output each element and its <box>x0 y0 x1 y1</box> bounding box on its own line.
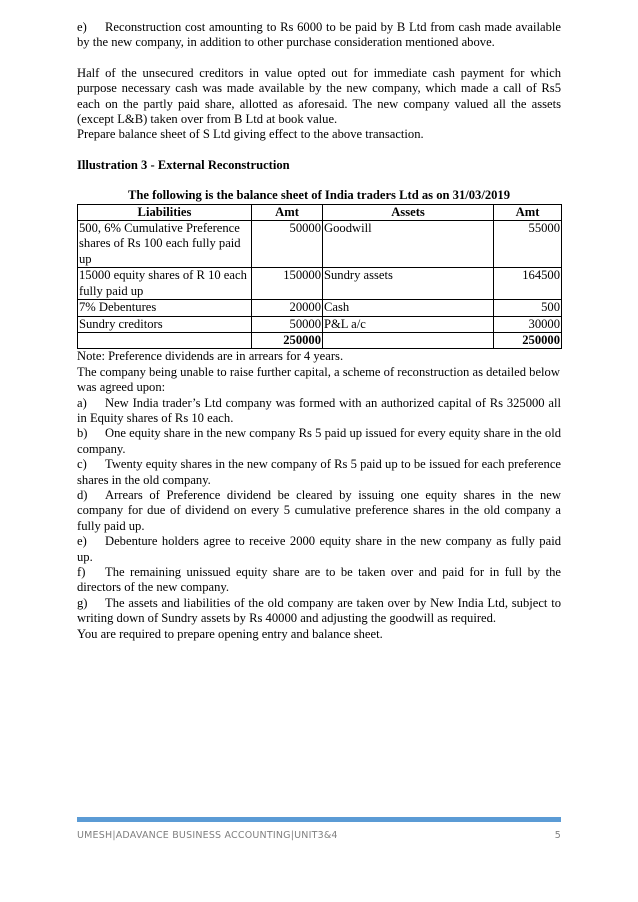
table-header-row <box>78 204 562 220</box>
liability-cell: 500, 6% Cumulative Preference shares of Rs 100 each fully paid up <box>78 221 252 268</box>
asset-cell: Goodwill <box>323 221 494 268</box>
scheme-intro: The company being unable to raise further capital, a scheme of reconstruction as detailed below was agreed upon: <box>77 364 560 395</box>
footer-title: UMESH|ADAVANCE BUSINESS ACCOUNTING|UNIT3&4 <box>77 830 338 841</box>
scheme-item-b <box>77 426 561 457</box>
item-label: b) <box>77 426 88 441</box>
item-label: e) <box>77 534 87 549</box>
table-row <box>78 221 562 268</box>
item-text: Twenty equity shares in the new company of Rs 5 paid up to be issued for each preference shares in the old company. <box>77 457 561 487</box>
asset-cell: P&L a/c <box>323 316 494 332</box>
balance-sheet-table <box>77 204 562 350</box>
asset-cell: Cash <box>323 300 494 316</box>
scheme-item-f <box>77 565 561 596</box>
note-preference-dividends: Note: Preference dividends are in arrears for 4 years. <box>77 349 344 364</box>
page-number: 5 <box>554 830 561 841</box>
total-assets: 250000 <box>494 332 562 348</box>
scheme-item-c <box>77 457 561 488</box>
table-row <box>78 268 562 300</box>
scheme-item-g <box>77 596 561 627</box>
amount-cell: 150000 <box>252 268 323 300</box>
amount-cell: 500 <box>494 300 562 316</box>
amount-cell: 50000 <box>252 221 323 268</box>
amount-cell: 20000 <box>252 300 323 316</box>
liability-cell: Sundry creditors <box>78 316 252 332</box>
closing-instruction: You are required to prepare opening entry and balance sheet. <box>77 626 383 641</box>
amount-cell: 164500 <box>494 268 562 300</box>
item-text: Arrears of Preference dividend be cleared by issuing one equity shares in the new company for due of dividend on every 5 cumulative preference shares in the old company a fully paid up. <box>77 487 561 533</box>
item-text: Debenture holders agree to receive 2000 equity share in the new company as fully paid up. <box>77 534 561 564</box>
scheme-item-e <box>77 534 561 565</box>
item-label: e) <box>77 20 87 34</box>
liability-cell: 7% Debentures <box>78 300 252 316</box>
header-amount: Amt <box>494 204 562 220</box>
table-total-row <box>78 332 562 348</box>
scheme-item-d <box>77 488 561 534</box>
amount-cell: 30000 <box>494 316 562 332</box>
item-label: d) <box>77 487 88 502</box>
header-liabilities: Liabilities <box>78 204 252 220</box>
item-text: One equity share in the new company Rs 5 paid up issued for every equity share in the old company. <box>77 426 561 456</box>
table-row <box>78 300 562 316</box>
amount-cell: 55000 <box>494 221 562 268</box>
item-text: The remaining unissued equity share are to be taken over and paid for in full by the directors of the new company. <box>77 565 561 595</box>
table-title: The following is the balance sheet of India traders Ltd as on 31/03/2019 <box>127 188 511 203</box>
illustration-heading: Illustration 3 - External Reconstruction <box>77 157 290 172</box>
document-page <box>77 20 561 642</box>
item-label: c) <box>77 457 87 472</box>
item-label: g) <box>77 595 88 610</box>
page-footer <box>77 817 561 841</box>
liability-cell: 15000 equity shares of R 10 each fully paid up <box>78 268 252 300</box>
header-assets: Assets <box>323 204 494 220</box>
paragraph-prepare-balance-sheet: Prepare balance sheet of S Ltd giving effect to the above transaction. <box>77 127 424 142</box>
total-label-cell <box>78 332 252 348</box>
footer-rule <box>77 817 561 822</box>
table-row <box>78 316 562 332</box>
item-label: a) <box>77 395 87 410</box>
header-amount: Amt <box>252 204 323 220</box>
item-text: New India trader’s Ltd company was formed with an authorized capital of Rs 325000 all in Equity shares of Rs 10 each. <box>77 395 561 425</box>
item-text: Reconstruction cost amounting to Rs 6000 to be paid by B Ltd from cash made available by the new company, in addition to other purchase consideration mentioned above. <box>77 20 561 50</box>
item-text: The assets and liabilities of the old company are taken over by New India Ltd, subject to writing down of Sundry assets by Rs 40000 and adjusting the goodwill as required. <box>77 595 561 626</box>
total-label-cell <box>323 332 494 348</box>
amount-cell: 50000 <box>252 316 323 332</box>
intro-item-e <box>77 20 561 51</box>
paragraph-unsecured-creditors: Half of the unsecured creditors in value opted out for immediate cash payment for which purpose necessary cash was made available by the new company, which made a call of Rs5 each on the partly paid share, allotted as aforesaid. The new company valued all the assets (except L&B) taken over from B Ltd at book value. <box>77 65 561 127</box>
item-label: f) <box>77 565 86 579</box>
scheme-item-a <box>77 396 561 427</box>
total-liabilities: 250000 <box>252 332 323 348</box>
asset-cell: Sundry assets <box>323 268 494 300</box>
